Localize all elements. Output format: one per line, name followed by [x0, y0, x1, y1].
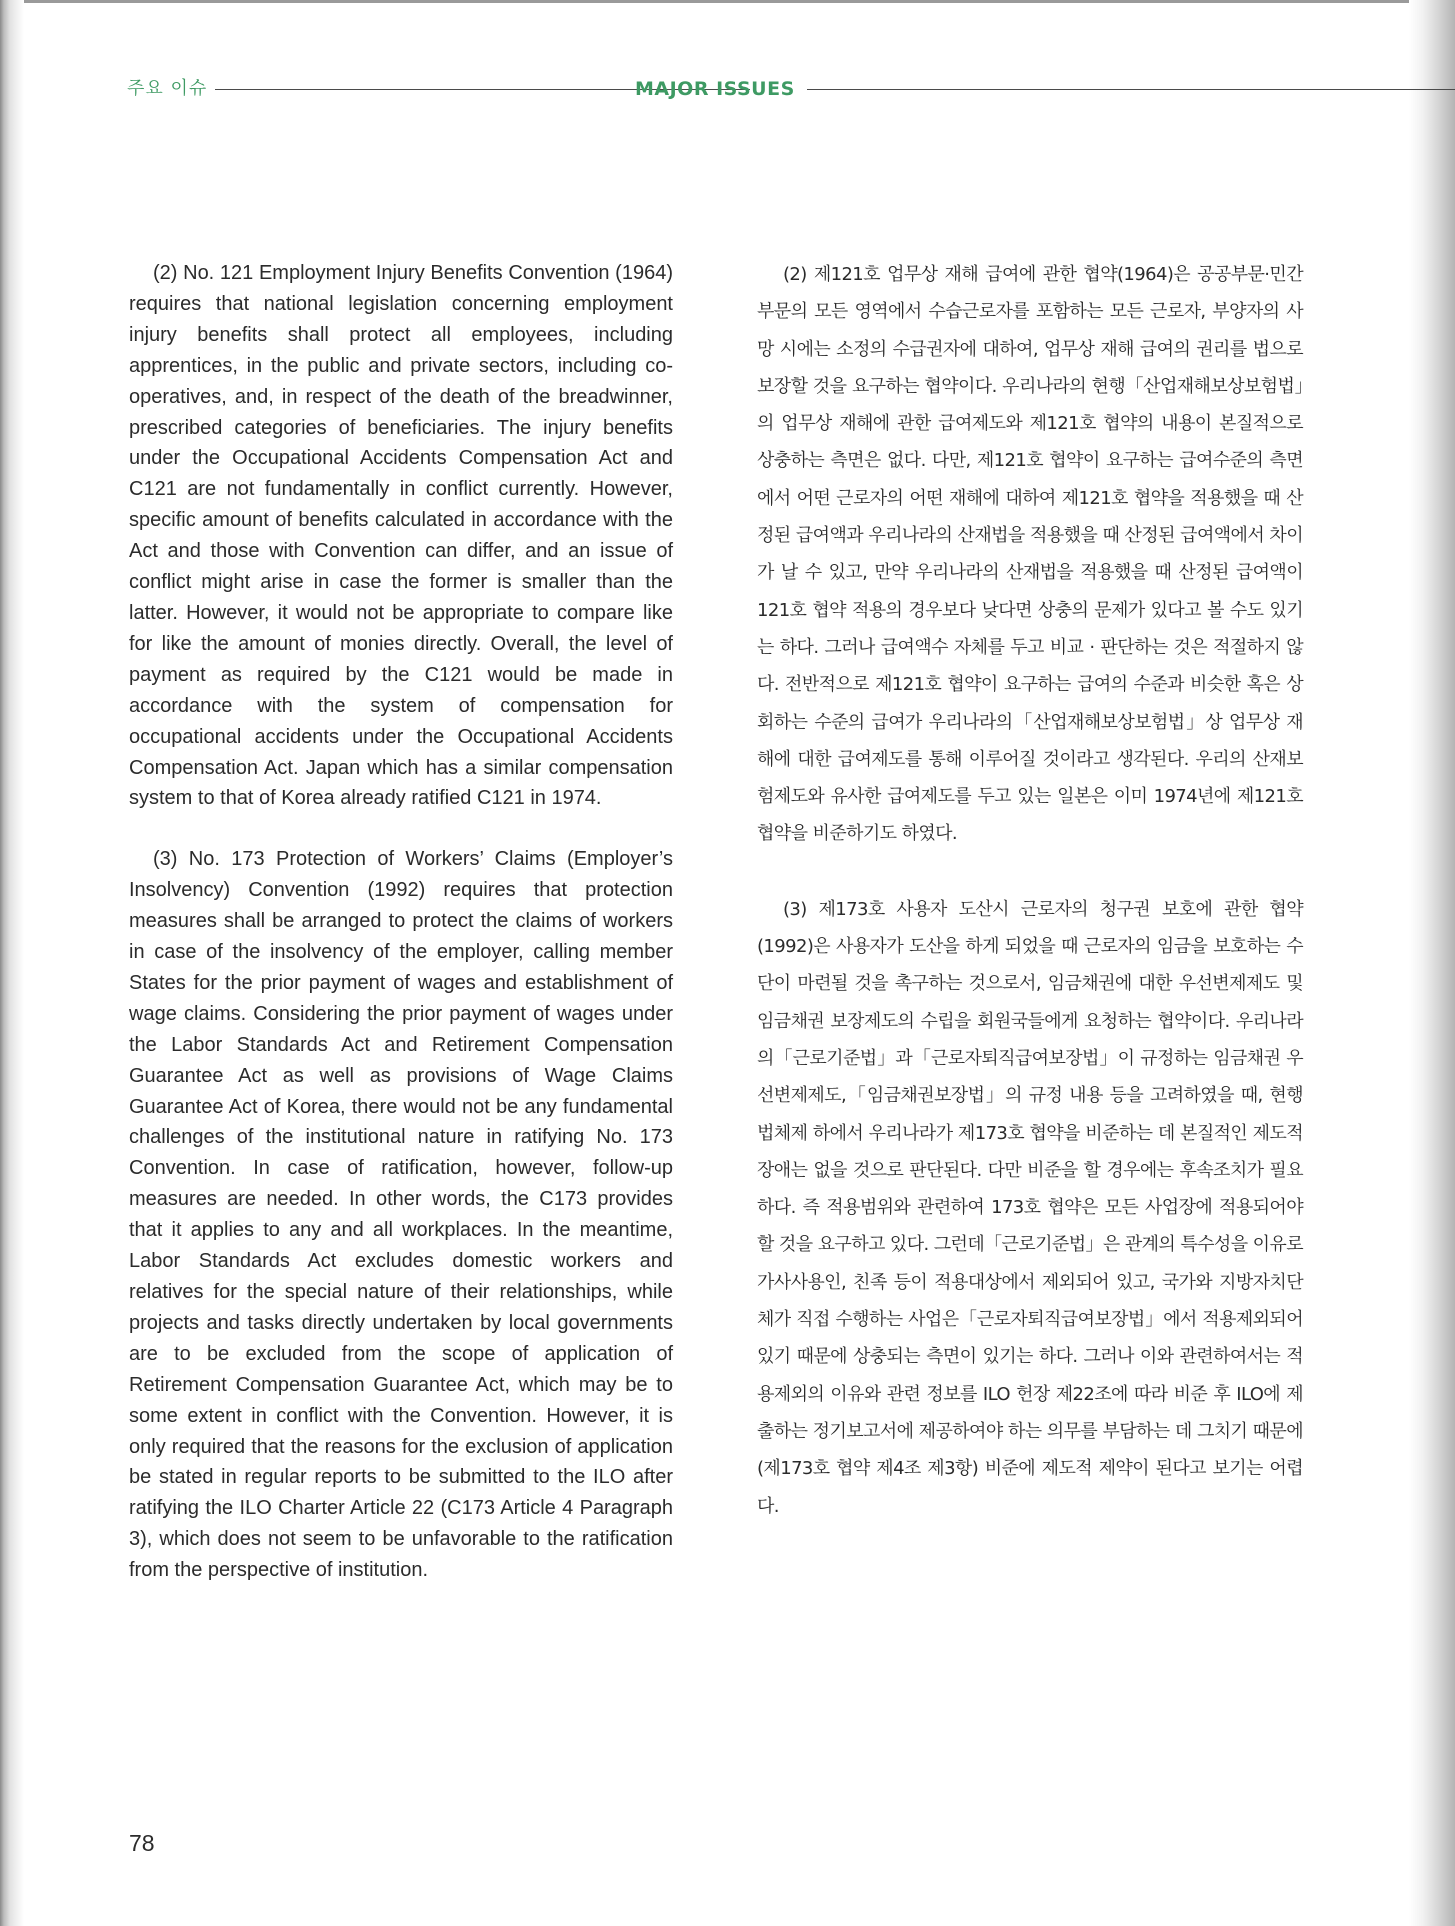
page-top-edge [0, 0, 1455, 3]
korean-column [757, 256, 1303, 1563]
section-title-english: MAJOR ISSUES [635, 78, 795, 100]
section-title-korean: 주요 이슈 [127, 78, 208, 99]
page-number: 78 [129, 1830, 155, 1856]
english-paragraph-c121: (2) No. 121 Employment Injury Benefits Convention (1964) requires that national legislation concerning employment injury benefits shall protect all employees, including apprentices, in the public and private sectors, including co-operatives, and, in respect of the death of the breadwinner, prescribed categories of beneficiaries. The injury benefits under the Occupational Accidents Compensation Act and C121 are not fundamentally in conflict currently. However, specific amount of benefits calculated in accordance with the Act and those with Convention can differ, and an issue of conflict might arise in case the former is smaller than the latter. However, it would not be appropriate to compare like for like the amount of monies directly. Overall, the level of payment as required by the C121 would be made in accordance with the system of compensation for occupational accidents under the Occupational Accidents Compensation Act. Japan which has a similar compensation system to that of Korea already ratified C121 in 1974. [129, 262, 673, 810]
korean-paragraph-c121: (2) 제121호 업무상 재해 급여에 관한 협약(1964)은 공공부문·민간부문의 모든 영역에서 수습근로자를 포함하는 모든 근로자, 부양자의 사망 시에는 소정의 수급권자에 대하여, 업무상 재해 급여의 권리를 법으로 보장할 것을 요구하는 협약이다. 우리나라의 현행「산업재해보상보험법」의 업무상 재해에 관한 급여제도와 제121호 협약의 내용이 본질적으로 상충하는 측면은 없다. 다만, 제121호 협약이 요구하는 급여수준의 측면에서 어떤 근로자의 어떤 재해에 대하여 제121호 협약을 적용했을 때 산정된 급여액과 우리나라의 산재법을 적용했을 때 산정된 급여액에서 차이가 날 수 있고, 만약 우리나라의 산재법을 적용했을 때 산정된 급여액이 121호 협약 적용의 경우보다 낮다면 상충의 문제가 있다고 볼 수도 있기는 하다. 그러나 급여액수 자체를 두고 비교 · 판단하는 것은 적절하지 않다. 전반적으로 제121호 협약이 요구하는 급여의 수준과 비슷한 혹은 상회하는 수준의 급여가 우리나라의「산업재해보상보험법」상 업무상 재해에 대한 급여제도를 통해 이루어질 것이라고 생각된다. 우리의 산재보험제도와 유사한 급여제도를 두고 있는 일본은 이미 1974년에 제121호 협약을 비준하기도 하였다. [757, 264, 1303, 845]
running-header [127, 76, 1455, 102]
page-curl-shadow [1409, 0, 1455, 1926]
header-rule-right [807, 89, 1455, 90]
korean-paragraph-c173: (3) 제173호 사용자 도산시 근로자의 청구권 보호에 관한 협약(1992)은 사용자가 도산을 하게 되었을 때 근로자의 임금을 보호하는 수단이 마련될 것을 촉구하는 것으로서, 임금채권에 대한 우선변제제도 및 임금채권 보장제도의 수립을 회원국들에게 요청하는 협약이다. 우리나라의「근로기준법」과「근로자퇴직급여보장법」이 규정하는 임금채권 우선변제제도,「임금채권보장법」의 규정 내용 등을 고려하였을 때, 현행 법체제 하에서 우리나라가 제173호 협약을 비준하는 데 본질적인 제도적 장애는 없을 것으로 판단된다. 다만 비준을 할 경우에는 후속조치가 필요하다. 즉 적용범위와 관련하여 173호 협약은 모든 사업장에 적용되어야 할 것을 요구하고 있다. 그런데「근로기준법」은 관계의 특수성을 이유로 가사사용인, 친족 등이 적용대상에서 제외되어 있고, 국가와 지방자치단체가 직접 수행하는 사업은「근로자퇴직급여보장법」에서 적용제외되어 있기 때문에 상충되는 측면이 있기는 하다. 그러나 이와 관련하여서는 적용제외의 이유와 관련 정보를 ILO 헌장 제22조에 따라 비준 후 ILO에 제출하는 정기보고서에 제공하여야 하는 의무를 부담하는 데 그치기 때문에(제173호 협약 제4조 제3항) 비준에 제도적 제약이 된다고 보기는 어렵다. [757, 898, 1303, 1517]
book-spine-shadow [0, 0, 24, 1926]
english-paragraph-c173: (3) No. 173 Protection of Workers’ Claims (Employer’s Insolvency) Convention (1992) requires that protection measures shall be arranged to protect the claims of workers in case of the insolvency of the employer, calling member States for the prior payment of wages and establishment of wage claims. Considering the prior payment of wages under the Labor Standards Act and Retirement Compensation Guarantee Act as well as provisions of Wage Claims Guarantee Act of Korea, there would not be any fundamental challenges of the institutional nature in ratifying No. 173 Convention. In case of ratification, however, follow-up measures are needed. In other words, the C173 provides that it applies to any and all workplaces. In the meantime, Labor Standards Act excludes domestic workers and relatives for the special nature of their relationships, while projects and tasks directly undertaken by local governments are to be excluded from the scope of application of Retirement Compensation Guarantee Act, which may be to some extent in conflict with the Convention. However, it is only required that the reasons for the exclusion of application be stated in regular reports to be submitted to the ILO after ratifying the ILO Charter Article 22 (C173 Article 4 Paragraph 3), which does not seem to be unfavorable to the ratification from the perspective of institution. [129, 848, 673, 1582]
english-column [129, 258, 673, 1616]
